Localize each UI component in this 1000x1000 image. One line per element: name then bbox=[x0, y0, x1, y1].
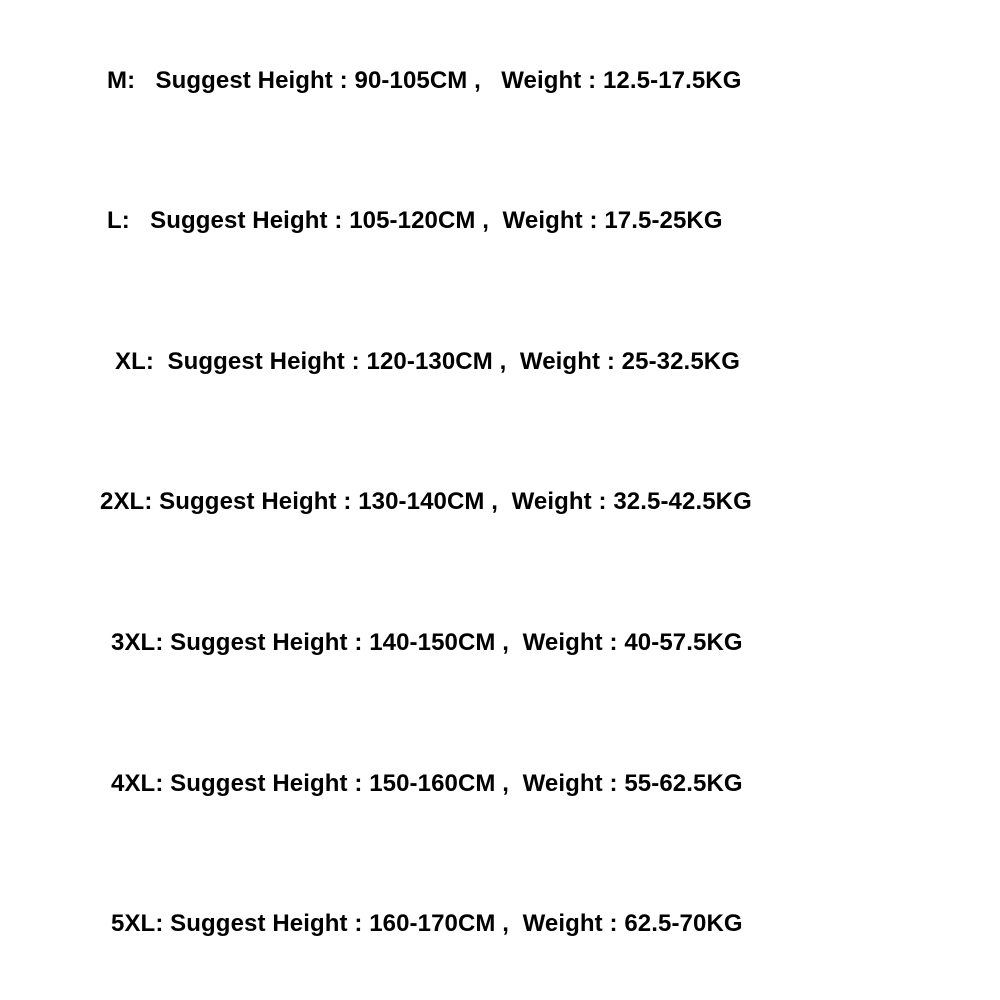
size-row-m: M: Suggest Height : 90-105CM , Weight : 12.5-17.5KG bbox=[107, 67, 742, 94]
size-row-xl: XL: Suggest Height : 120-130CM , Weight : 25-32.5KG bbox=[115, 348, 740, 375]
size-row-4xl: 4XL: Suggest Height : 150-160CM , Weight : 55-62.5KG bbox=[111, 770, 743, 797]
size-row-3xl: 3XL: Suggest Height : 140-150CM , Weight : 40-57.5KG bbox=[111, 629, 743, 656]
size-row-2xl: 2XL: Suggest Height : 130-140CM , Weight : 32.5-42.5KG bbox=[100, 488, 752, 515]
size-row-l: L: Suggest Height : 105-120CM , Weight : 17.5-25KG bbox=[107, 207, 723, 234]
size-row-5xl: 5XL: Suggest Height : 160-170CM , Weight : 62.5-70KG bbox=[111, 910, 743, 937]
